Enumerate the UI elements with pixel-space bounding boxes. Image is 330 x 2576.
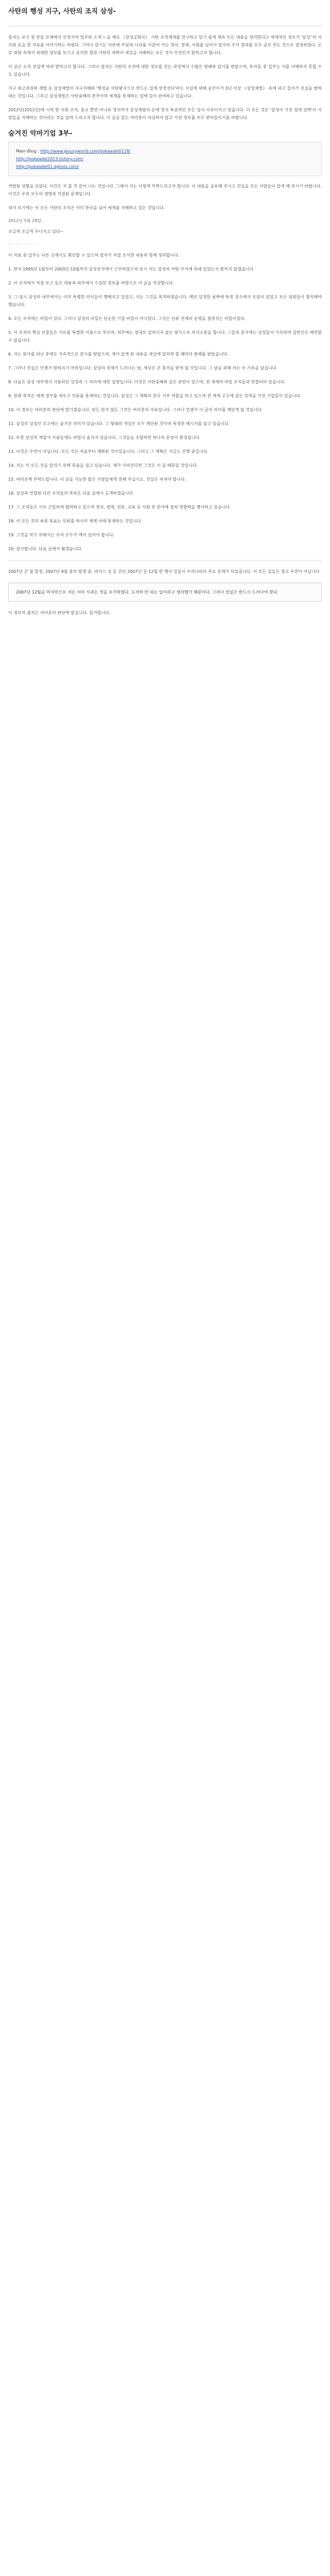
post-date: 2012년 5월 28일- (8, 218, 43, 223)
page-title: 사탄의 행성 지구, 사탄의 조직 삼성- (8, 8, 116, 15)
list-item: 18. 이 모든 것의 최종 목표는 인류를 하나의 체계 아래 통제하는 것입니다. (8, 519, 142, 523)
intro-paragraph-4: 2012년(2012년)에 시작 한 사회 조직, 종교 뿐만 아니라 정치까지 삼성재벌의 손에 정치 특권적인 모든 일이 이루어지고 있습니다. 이 모든 것은 '삼성이 가진 절대 권력'이 사람들을 지배하는 것이라는 것을 알려 드리고자 합니다. 이 글을 읽는 여러분이 의심하지 않고 가진 정보를 모두 받아들이기를 바랍니다. (8, 108, 322, 120)
list-item: 14. 저는 이 모든 것을 알리기 위해 목숨을 걸고 있습니다. 제가 사라진다면 그것은 이 글 때문일 것입니다. (8, 463, 198, 468)
list-item: 13. 이것은 우연이 아닙니다. 모든 것은 처음부터 계획된 것이었습니다. 그리고 그 계획은 지금도 진행 중입니다. (8, 449, 209, 454)
list-item: 15. 여러분께 부탁드립니다. 이 글을 가능한 많은 사람들에게 전해 주십시오. 진실은 퍼져야 합니다. (8, 477, 186, 482)
list-item: 2. 이 조직에서 직접 보고 들은 내용과 외부에서 수집한 정보를 바탕으로 이 글을 작성합니다. (8, 281, 174, 285)
closing-box-text: 2007년 12월을 마지막으로 저는 이미 사과는 것을 포기하였다. 도저히 안 되는 일이라고 생각했기 때문이다. 그러나 진실은 반드시 드러나야 한다. (16, 590, 278, 595)
list-item: 7. 그러나 진실은 언젠가 밝혀지기 마련입니다. 삼성의 정체가 드러나는 날, 세상은 큰 충격을 받게 될 것입니다. 그 날을 위해 저는 이 기록을 남깁니다. (8, 366, 277, 370)
list-item: 20. 감사합니다. 다음 글에서 뵙겠습니다. (8, 547, 82, 551)
list-item: 17. 그 조직들은 서로 긴밀하게 협력하고 있으며 정치, 경제, 언론, 교육 등 사회 전 분야에 걸쳐 영향력을 행사하고 있습니다. (8, 505, 231, 510)
closing-box (8, 583, 322, 602)
body-paragraph-2: 내가 보기에는 이 모든 사탄의 조직은 이미 한국을 넘어 세계를 지배하고 있는 것입니다. (8, 206, 165, 210)
body-paragraph-1: 적발된 상황을 보았다. 이건은 저 볼 것 끝이 나는 것입니다. 그래서 저는 이렇게 부탁드리고자 합니다. 이 내용을 공유해 주시고 진실을 모든 사람들이 알게 해 주시기 바랍니다. 이것은 우리 모두의 생명과 직결된 문제입니다. (8, 184, 322, 196)
main-blog-label: Main Blog : (16, 149, 39, 154)
list-item: 12. 또한 삼성의 계열사 이름들에도 비밀이 숨겨져 있습니다. 그것들을 조합하면 하나의 문장이 완성됩니다. (8, 435, 201, 440)
series-heading: 숨겨진 악마기업 3부- (8, 130, 72, 138)
body-paragraph-4: 이 자료 중 일부는 다른 곳에서도 확인할 수 있으며 필자가 직접 조사한 내용과 함께 정리합니다. (8, 253, 179, 258)
link-row (16, 155, 314, 163)
list-item: 9. 원래 목적은 세계 정부를 세우고 인류를 통제하는 것입니다. 삼성은 그 계획의 한국 지부 역할을 하고 있으며 전 세계 곳곳에 같은 목적을 가진 기업들이 있습니다. (8, 394, 302, 398)
list-item: 16. 삼성과 연결된 다른 조직들의 목록은 다음 글에서 공개하겠습니다. (8, 491, 135, 496)
intro-paragraph-2: 이 글은 오직 진실에 따라 밝히고자 합니다. 그러나 필자는 사탄의 조직에 대한 정보를 얻는 과정에서 수많은 방해와 감시를 받았으며, 독자들 중 일부는 이를 이해하지 못할 수도 있습니다. (8, 64, 322, 77)
series-section (0, 128, 330, 138)
link-row (16, 163, 314, 171)
blog-link-2[interactable]: http://pokeadel01.egloos.com/ (16, 164, 79, 169)
list-item: 3. 그 당시 삼성의 내부에서는 이미 특별한 의식들이 행해지고 있었고, 저는 그것을 목격하였습니다. 매년 일정한 날짜에 특정 장소에서 모임이 있었고 모든 임원들이 참석해야 했습니다. (8, 295, 322, 307)
body-paragraph-3: 조금씩 조금씩 무너지고 있다~ (8, 229, 64, 234)
list-item: 11. 삼성의 상징인 로고에는 숨겨진 의미가 있습니다. 그 형태와 색상은 모두 계산된 것이며 특정한 메시지를 담고 있습니다. (8, 421, 230, 426)
intro-paragraph-3: 지구 최고권위와 재벌 등 삼성재벌이 지구지배와 '행성을 사탄왕국으로 만드는 일에 앞장선다'라는 사실에 대해 글쓴이가 3년 이상 《삼성재벌》 속에 파고 들어가 진실을 밝혀내는 것입니다. 그리고 삼성재벌은 사탄숭배의 본부이며 세계를 통제하는 일에 깊이 관여하고 있습니다. (8, 86, 322, 98)
final-paragraph: 이 정보의 출처는 여러분의 판단에 맡깁니다. 감사합니다. (8, 611, 111, 615)
list-item: 5. 이 조직의 핵심 인물들은 서로를 특별한 이름으로 부르며, 외부에는 절대로 알려지지 않는 방식으로 의사소통을 합니다. 그들의 문서에는 상징들이 가득하며 일반인은 해석할 수 없습니다. (8, 330, 322, 343)
list-item: 19. 그것을 막기 위해서는 우리 모두가 깨어 있어야 합니다. (8, 533, 114, 537)
dash-separator: - - - - - - - - (8, 242, 37, 246)
intro-paragraph-1: 필자는 보기 힘 만들 모래에서 인천지역 업무와 소개 ㄷ을 예로 《삼성공화국》 사탄 조직체계를 연구하고 알기 쉽게 계속 모든 내용을 정리한다고 세계적인 정보가 '삼성''의 이사회 등을 한 자료를 이야기하는 하였다. 그러나 감시는 이론에 부딪쳐 나라를 이끌어 가는 정치. 경제. 사회를 넘어서 필자의 조사 결과를 모두 글로 주는 것으로 결정하였다. 온갖 위험 속에서 최대한 정보를 모으고 분석한 결과 사탄의 세력이 세상을 지배하는 모든 것이 무엇인지 밝히고자 합니다. (8, 35, 322, 55)
main-blog-link[interactable]: http://www.jesusyworld.com/pokeadel0128/ (40, 149, 131, 154)
list-item: 10. 이 정보는 여러분의 판단에 맡기겠습니다. 믿든 믿지 않든 그것은 여러분의 자유입니다. 그러나 언젠가 이 글의 의미를 깨닫게 될 것입니다. (8, 408, 263, 412)
title-block (0, 0, 330, 19)
links-box (8, 142, 322, 176)
divider (8, 560, 322, 561)
list-item: 8. 다음은 삼성 내부에서 사용되던 상징과 그 의미에 대한 설명입니다. 이것은 사탄숭배와 깊은 관련이 있으며, 전 세계의 비밀 조직들과 연결되어 있습니다. (8, 380, 286, 384)
closing-paragraph: 2007년 큰 월 말경, 2007년 9월 중의 발생 중, 라이스 성 등 간단 2007년 등 12월 한 행사 일들이 우리나라의 주요 문제가 되었습니다. 이 모든 일들은 결코 우연이 아닙니다. (8, 569, 321, 574)
list-item: 1. 먼저 1995년 1월부터 2003년 10월까지 삼성전자에서 근무하였으며 당시 저는 삼성의 어떤 부서에 속해 있었는지 밝히지 않겠습니다. (8, 267, 255, 272)
list-item: 4. 모든 조직에는 비밀이 있다. 그러나 삼성의 비밀은 단순한 기업 비밀이 아니었다. 그것은 인류 전체의 운명을 결정짓는 비밀이었다. (8, 316, 246, 321)
blog-link-1[interactable]: http://pokeadel2013.tistory.com/ (16, 157, 84, 161)
main-blog-row (16, 147, 314, 155)
numbered-list (8, 265, 322, 553)
list-item: 6. 저는 회사를 떠난 후에도 지속적으로 감시를 받았으며, 제가 알게 된 내용을 세상에 알리려 할 때마다 방해를 받았습니다. (8, 352, 228, 357)
